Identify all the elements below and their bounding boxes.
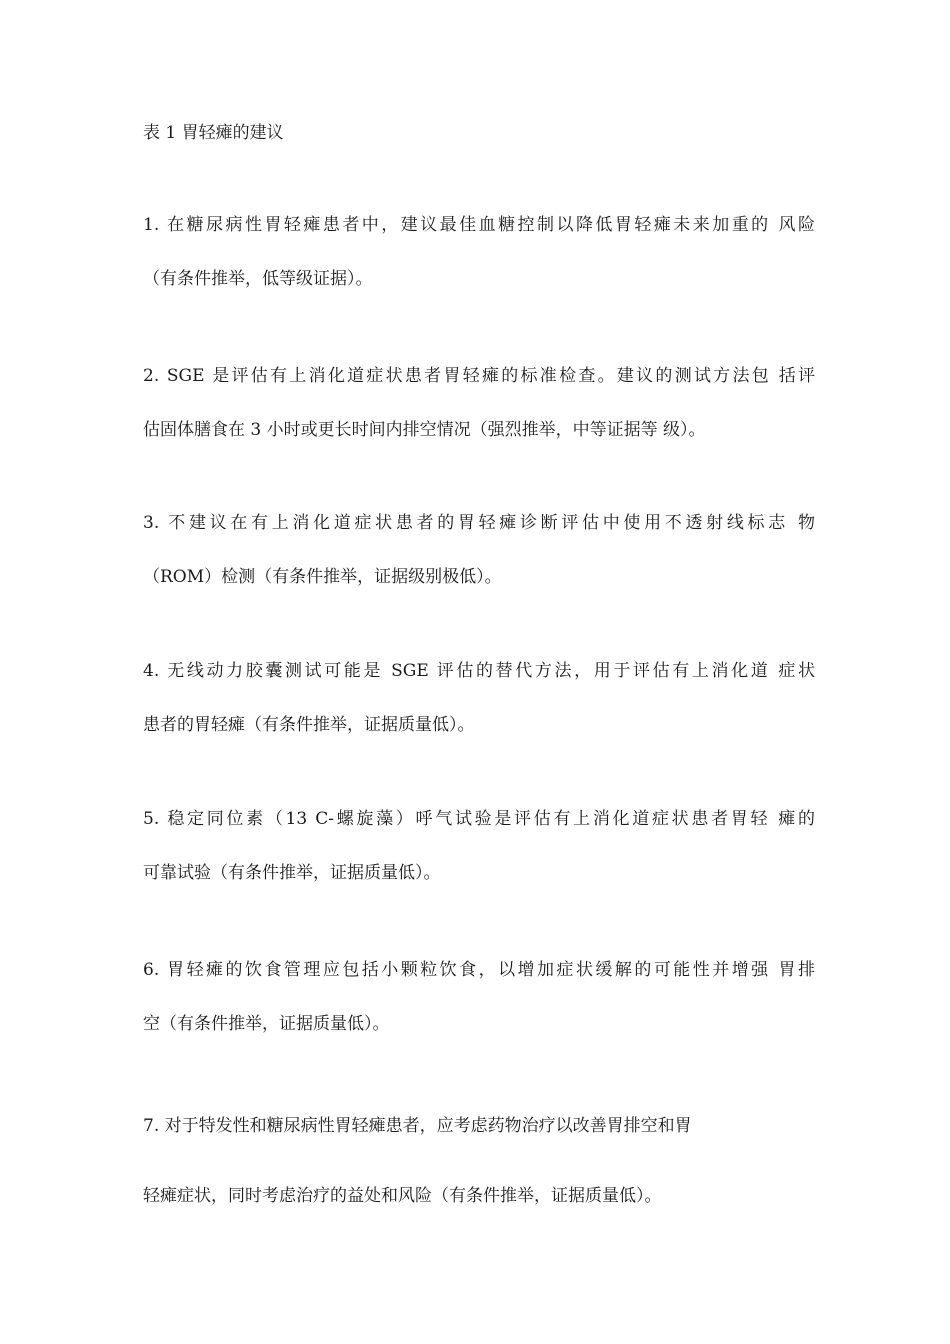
recommendation-item-7 [143, 1114, 815, 1208]
document-title: 表 1 胃轻瘫的建议 [143, 123, 284, 143]
recommendation-line: 7. 对于特发性和糖尿病性胃轻瘫患者，应考虑药物治疗以改善胃排空和胃 [143, 1116, 692, 1136]
recommendation-line: 6. 胃轻瘫的饮食管理应包括小颗粒饮食，以增加症状缓解的可能性并增强 胃排 [143, 960, 815, 980]
recommendation-item-1 [143, 213, 815, 291]
recommendation-line: 患者的胃轻瘫（有条件推举，证据质量低）。 [143, 715, 475, 735]
recommendation-line: 估固体膳食在 3 小时或更长时间内排空情况（强烈推举，中等证据等 级）。 [143, 420, 706, 440]
recommendation-line: 1. 在糖尿病性胃轻瘫患者中，建议最佳血糖控制以降低胃轻瘫未来加重的 风险 [143, 215, 815, 235]
recommendation-line: 2. SGE 是评估有上消化道症状患者胃轻瘫的标准检查。建议的测试方法包 括评 [143, 366, 815, 386]
recommendation-line: 5. 稳定同位素（13 C-螺旋藻）呼气试验是评估有上消化道症状患者胃轻 瘫的 [143, 809, 815, 829]
recommendation-line: 4. 无线动力胶囊测试可能是 SGE 评估的替代方法，用于评估有上消化道 症状 [143, 661, 815, 681]
recommendation-line: （ROM）检测（有条件推举，证据级别极低）。 [143, 567, 502, 587]
recommendation-item-3 [143, 511, 815, 589]
recommendation-line: 空（有条件推举，证据质量低）。 [143, 1014, 390, 1034]
recommendation-line: 3. 不建议在有上消化道症状患者的胃轻瘫诊断评估中使用不透射线标志 物 [143, 513, 815, 533]
recommendation-item-4 [143, 659, 815, 737]
recommendation-line: 轻瘫症状，同时考虑治疗的益处和风险（有条件推举，证据质量低）。 [143, 1186, 662, 1206]
recommendation-item-6 [143, 958, 815, 1036]
recommendation-item-5 [143, 807, 815, 885]
recommendation-line: 可靠试验（有条件推举，证据质量低）。 [143, 863, 441, 883]
recommendation-item-2 [143, 364, 815, 442]
recommendation-line: （有条件推举，低等级证据）。 [143, 269, 373, 289]
